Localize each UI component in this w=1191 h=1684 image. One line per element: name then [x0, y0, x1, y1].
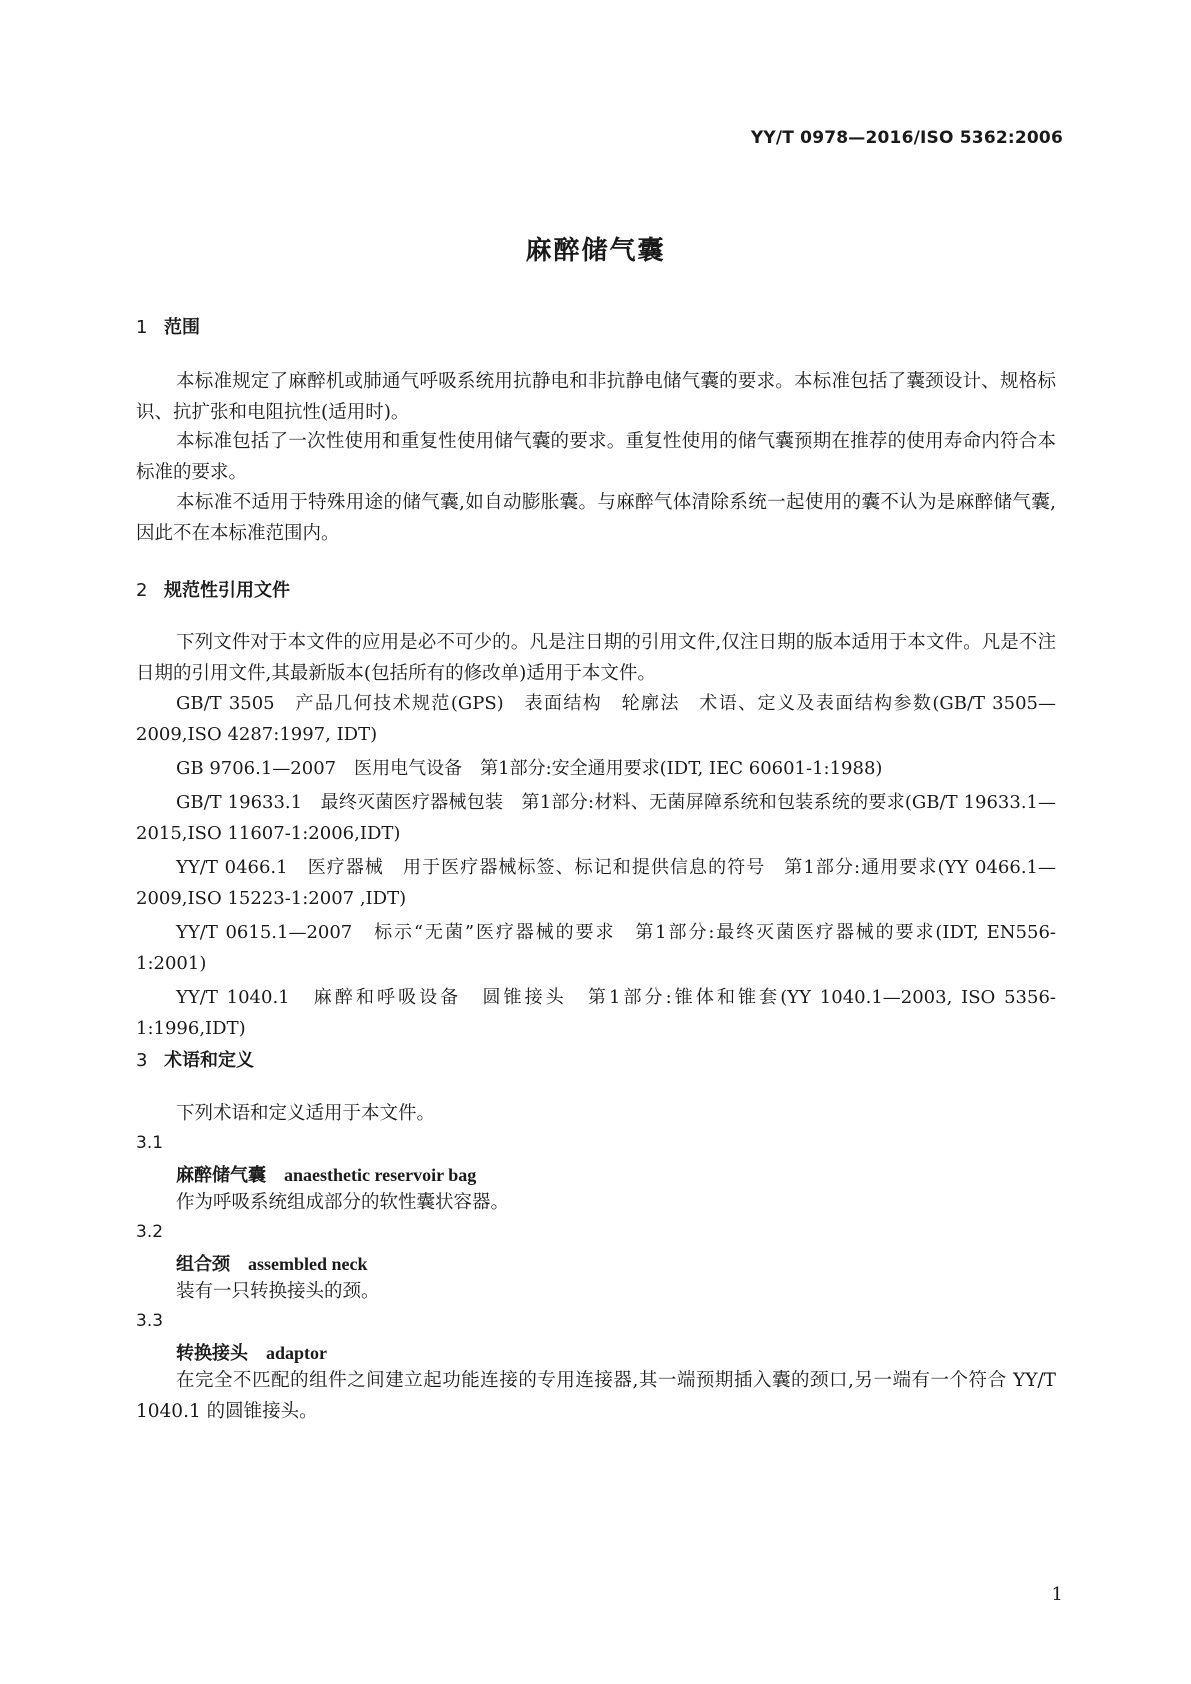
- reference-item: YY/T 0466.1 医疗器械 用于医疗器械标签、标记和提供信息的符号 第1部分:通用要求(YY 0466.1—2009,ISO 15223-1:2007 ,IDT): [136, 857, 1056, 909]
- reference-item: YY/T 1040.1 麻醉和呼吸设备 圆锥接头 第1部分:锥体和锥套(YY 1040.1—2003, ISO 5356-1:1996,IDT): [136, 987, 1056, 1039]
- reference-item: YY/T 0615.1—2007 标示“无菌”医疗器械的要求 第1部分:最终灭菌医疗器械的要求(IDT, EN556-1:2001): [136, 922, 1056, 974]
- page-number: 1: [1051, 1584, 1063, 1605]
- term-number: 3.2: [136, 1222, 164, 1242]
- section-number: 1: [136, 317, 148, 338]
- scope-paragraph: 本标准规定了麻醉机或肺通气呼吸系统用抗静电和非抗静电储气囊的要求。本标准包括了囊颈设计、规格标识、抗扩张和电阻抗性(适用时)。: [136, 371, 1056, 423]
- term-zh: 转换接头: [176, 1343, 248, 1364]
- standard-number: YY/T 0978—2016/ISO 5362:2006: [750, 128, 1063, 148]
- term-number: 3.3: [136, 1311, 164, 1331]
- term-name: [176, 1250, 368, 1276]
- term-name: [176, 1161, 476, 1187]
- normative-intro: 下列文件对于本文件的应用是必不可少的。凡是注日期的引用文件,仅注日期的版本适用于本文件。凡是不注日期的引用文件,其最新版本(包括所有的修改单)适用于本文件。: [136, 632, 1056, 684]
- term-en: anaesthetic reservoir bag: [284, 1165, 477, 1185]
- section-heading-normative: [136, 576, 290, 602]
- section-title: 术语和定义: [164, 1050, 254, 1071]
- term-en: adaptor: [266, 1343, 328, 1363]
- section-number: 3: [136, 1050, 148, 1071]
- term-definition: 装有一只转换接头的颈。: [176, 1281, 380, 1302]
- section-title: 规范性引用文件: [164, 580, 290, 601]
- scope-paragraph: 本标准包括了一次性使用和重复性使用储气囊的要求。重复性使用的储气囊预期在推荐的使用寿命内符合本标准的要求。: [136, 431, 1056, 483]
- section-number: 2: [136, 580, 148, 601]
- section-heading-terms: [136, 1046, 254, 1072]
- term-definition: 在完全不匹配的组件之间建立起功能连接的专用连接器,其一端预期插入囊的颈口,另一端有一个符合 YY/T 1040.1 的圆锥接头。: [136, 1370, 1056, 1422]
- section-heading-scope: [136, 313, 200, 339]
- reference-item: GB/T 3505 产品几何技术规范(GPS) 表面结构 轮廓法 术语、定义及表面结构参数(GB/T 3505—2009,ISO 4287:1997, IDT): [136, 693, 1056, 745]
- reference-item: GB 9706.1—2007 医用电气设备 第1部分:安全通用要求(IDT, IEC 60601-1:1988): [176, 758, 883, 779]
- term-zh: 麻醉储气囊: [176, 1165, 266, 1186]
- document-title: 麻醉储气囊: [525, 236, 666, 266]
- scope-paragraph: 本标准不适用于特殊用途的储气囊,如自动膨胀囊。与麻醉气体清除系统一起使用的囊不认为是麻醉储气囊,因此不在本标准范围内。: [136, 492, 1056, 544]
- term-zh: 组合颈: [176, 1254, 230, 1275]
- term-name: [176, 1339, 327, 1365]
- reference-list: [136, 688, 1056, 1047]
- term-definition: 作为呼吸系统组成部分的软性囊状容器。: [176, 1192, 510, 1213]
- term-number: 3.1: [136, 1133, 164, 1153]
- term-en: assembled neck: [248, 1254, 368, 1274]
- section-title: 范围: [164, 317, 200, 338]
- terms-intro: 下列术语和定义适用于本文件。: [176, 1103, 436, 1124]
- reference-item: GB/T 19633.1 最终灭菌医疗器械包装 第1部分:材料、无菌屏障系统和包装系统的要求(GB/T 19633.1—2015,ISO 11607-1:2006,IDT): [136, 792, 1056, 844]
